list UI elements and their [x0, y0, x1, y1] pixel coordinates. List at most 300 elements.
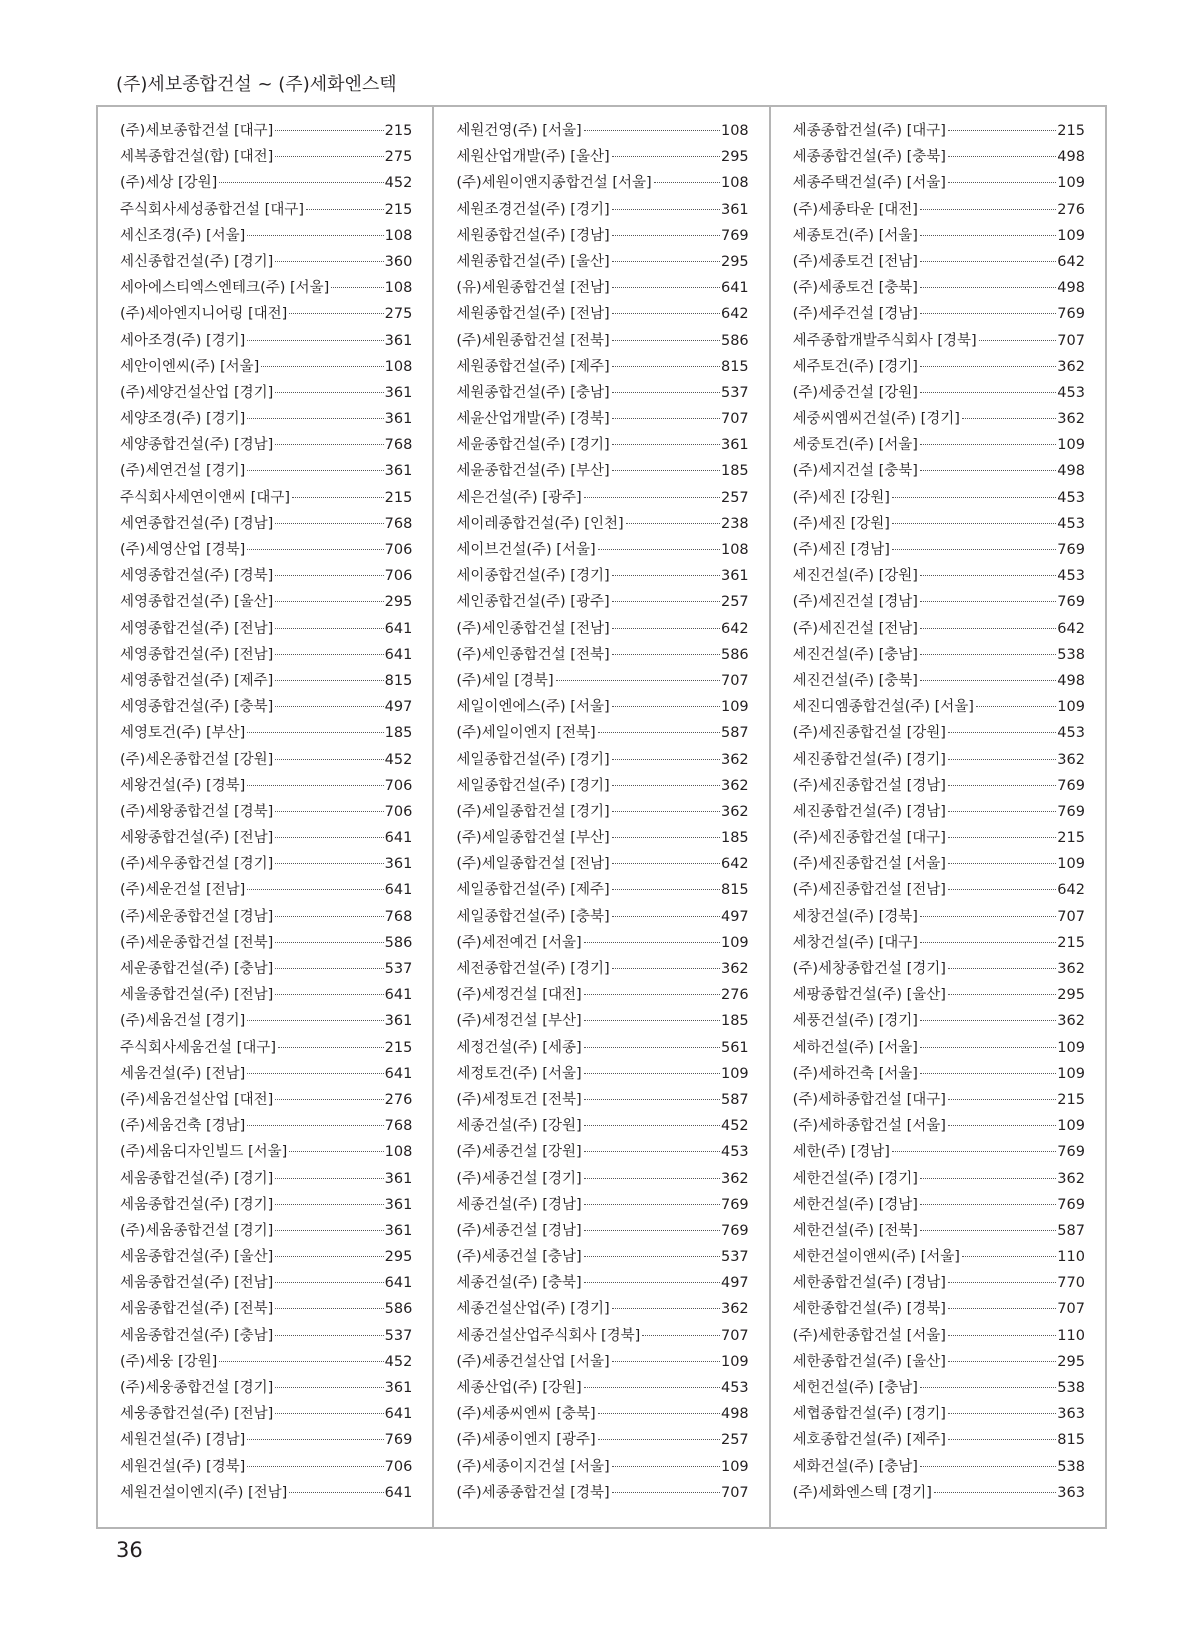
- index-entry: [120, 145, 412, 171]
- company-name: (주)세한종합건설 [서울]: [792, 1327, 946, 1344]
- page-reference: 295: [720, 253, 749, 270]
- index-entry: [456, 1009, 748, 1035]
- index-entry: [120, 433, 412, 459]
- dot-leader: [612, 392, 720, 393]
- index-entry: [120, 1193, 412, 1219]
- index-entry: [793, 1402, 1085, 1428]
- dot-leader: [920, 261, 1056, 262]
- index-entry: [120, 1088, 412, 1114]
- index-entry: [793, 983, 1085, 1009]
- page-reference: 109: [1057, 227, 1085, 244]
- dot-leader: [275, 1178, 383, 1179]
- dot-leader: [275, 628, 383, 629]
- index-entry: [456, 1036, 748, 1062]
- company-name: 세원산업개발(주) [울산]: [456, 149, 610, 166]
- page-reference: 769: [1057, 803, 1085, 820]
- dot-leader: [612, 863, 720, 864]
- company-name: 세원종합건설(주) [울산]: [456, 253, 610, 270]
- dot-leader: [612, 916, 720, 917]
- company-name: 세종건설(주) [경남]: [456, 1196, 582, 1213]
- dot-leader: [612, 470, 720, 471]
- company-name: (주)세일종합건설 [전남]: [456, 856, 610, 873]
- company-name: 세화건설(주) [충남]: [792, 1458, 918, 1475]
- company-name: 세종종합건설(주) [대구]: [792, 123, 946, 139]
- company-name: (주)세진 [강원]: [792, 515, 890, 532]
- index-entry: [456, 486, 748, 512]
- page-reference: 769: [1057, 594, 1085, 611]
- dot-leader: [948, 1125, 1056, 1126]
- index-entry: [793, 748, 1085, 774]
- company-name: 세원건설(주) [경북]: [120, 1458, 246, 1475]
- dot-leader: [219, 182, 383, 183]
- page-reference: 108: [384, 358, 413, 375]
- company-name: 세왕종합건설(주) [전남]: [120, 830, 274, 847]
- company-name: 세정건설(주) [세종]: [456, 1039, 582, 1056]
- page-reference: 498: [1057, 463, 1085, 480]
- index-entry: [120, 1455, 412, 1481]
- company-name: 세진건설(주) [충남]: [792, 646, 918, 663]
- page-reference: 537: [720, 384, 749, 401]
- dot-leader: [612, 706, 720, 707]
- page-reference: 706: [384, 542, 413, 558]
- page-reference: 453: [720, 1380, 749, 1396]
- company-name: (주)세상 [강원]: [120, 175, 218, 192]
- dot-leader: [612, 811, 720, 812]
- company-name: 세팡종합건설(주) [울산]: [792, 987, 946, 1004]
- company-name: (주)세정토건 [전북]: [456, 1091, 582, 1108]
- page-reference: 586: [720, 646, 749, 663]
- page-reference: 586: [720, 332, 749, 349]
- page-reference: 707: [720, 1484, 749, 1501]
- dot-leader: [584, 1073, 720, 1074]
- page-reference: 537: [720, 1249, 749, 1266]
- dot-leader: [275, 1387, 383, 1388]
- dot-leader: [275, 1413, 383, 1414]
- page-reference: 295: [384, 1249, 413, 1266]
- company-name: 세종산업(주) [강원]: [456, 1380, 582, 1396]
- index-entry: [120, 512, 412, 538]
- dot-leader: [275, 863, 383, 864]
- dot-leader: [275, 942, 383, 943]
- index-entry: [793, 1481, 1085, 1507]
- index-entry: [793, 486, 1085, 512]
- dot-leader: [892, 1151, 1056, 1152]
- page-reference: 362: [720, 1170, 749, 1187]
- index-entry: [120, 1271, 412, 1297]
- index-entry: [456, 1088, 748, 1114]
- index-entry: [456, 1114, 748, 1140]
- page-reference: 185: [720, 463, 749, 480]
- index-entry: [120, 852, 412, 878]
- company-name: 세일종합건설(주) [경기]: [456, 751, 610, 768]
- dot-leader: [892, 549, 1056, 550]
- company-name: (주)세움건축 [경남]: [120, 1118, 246, 1135]
- dot-leader: [962, 418, 1056, 419]
- page-reference: 361: [720, 201, 749, 218]
- index-entry: [120, 669, 412, 695]
- page-reference: 108: [384, 280, 413, 297]
- dot-leader: [278, 1047, 384, 1048]
- company-name: 세원종합건설(주) [경남]: [456, 227, 610, 244]
- index-entry: [793, 1140, 1085, 1166]
- dot-leader: [612, 313, 720, 314]
- page-reference: 497: [720, 1275, 749, 1292]
- index-entry: [793, 1114, 1085, 1140]
- page-reference: 362: [1057, 1170, 1085, 1187]
- dot-leader: [612, 759, 720, 760]
- page-reference: 769: [720, 227, 749, 244]
- company-name: (주)세일종합건설 [경기]: [456, 803, 610, 820]
- page-reference: 641: [384, 987, 413, 1004]
- index-entry: [456, 905, 748, 931]
- page-reference: 769: [720, 1196, 749, 1213]
- dot-leader: [948, 156, 1056, 157]
- company-name: (주)세진 [강원]: [792, 489, 890, 506]
- dot-leader: [584, 1151, 720, 1152]
- index-entry: [456, 459, 748, 485]
- company-name: (주)세인종합건설 [전북]: [456, 646, 610, 663]
- dot-leader: [247, 732, 383, 733]
- index-entry: [793, 1036, 1085, 1062]
- company-name: 세진건설(주) [강원]: [792, 568, 918, 585]
- index-entry: [793, 669, 1085, 695]
- dot-leader: [275, 1204, 383, 1205]
- page-reference: 538: [1057, 1458, 1085, 1475]
- dot-leader: [920, 444, 1056, 445]
- company-name: 세신종합건설(주) [경기]: [120, 253, 274, 270]
- page-reference: 453: [1057, 384, 1085, 401]
- index-entry: [793, 774, 1085, 800]
- dot-leader: [275, 1230, 383, 1231]
- index-entry: [793, 1245, 1085, 1271]
- dot-leader: [247, 1020, 383, 1021]
- index-entry: [793, 1324, 1085, 1350]
- page-reference: 109: [1057, 1039, 1085, 1056]
- dot-leader: [920, 1073, 1056, 1074]
- page-reference: 362: [720, 751, 749, 768]
- company-name: (주)세하종합건설 [대구]: [792, 1091, 946, 1108]
- page-reference: 362: [1057, 961, 1085, 977]
- page-reference: 361: [384, 1013, 413, 1030]
- dot-leader: [598, 1413, 720, 1414]
- index-entry: [793, 433, 1085, 459]
- page-reference: 768: [384, 1118, 413, 1135]
- company-name: 주식회사세움건설 [대구]: [120, 1039, 276, 1056]
- company-name: (유)세원종합건설 [전남]: [456, 280, 610, 297]
- page-reference: 641: [384, 620, 413, 637]
- page-reference: 707: [720, 672, 749, 689]
- dot-leader: [275, 1308, 383, 1309]
- page-reference: 108: [384, 227, 413, 244]
- index-entry: [793, 119, 1085, 145]
- page-reference: 586: [384, 1301, 413, 1318]
- index-entry: [793, 1088, 1085, 1114]
- company-name: 세원종합건설(주) [전남]: [456, 306, 610, 323]
- dot-leader: [642, 1335, 720, 1336]
- company-name: 세움종합건설(주) [경기]: [120, 1170, 274, 1187]
- dot-leader: [247, 1125, 383, 1126]
- page-reference: 642: [720, 856, 749, 873]
- dot-leader: [920, 654, 1056, 655]
- index-entry: [456, 721, 748, 747]
- index-entry: [456, 748, 748, 774]
- page-reference: 215: [1057, 830, 1085, 847]
- index-entry: [120, 1402, 412, 1428]
- company-name: 세종주택건설(주) [서울]: [792, 175, 946, 192]
- index-entry: [120, 1376, 412, 1402]
- page-reference: 108: [720, 542, 749, 558]
- company-name: 세종건설산업주식회사 [경북]: [456, 1327, 641, 1344]
- page-reference: 769: [720, 1222, 749, 1239]
- page-reference: 769: [384, 1432, 413, 1449]
- page-reference: 295: [720, 149, 749, 166]
- dot-leader: [275, 130, 383, 131]
- dot-leader: [584, 1047, 720, 1048]
- dot-leader: [976, 706, 1056, 707]
- page-reference: 815: [720, 358, 749, 375]
- index-entry: [793, 302, 1085, 328]
- company-name: (주)세정건설 [부산]: [456, 1013, 582, 1030]
- dot-leader: [247, 235, 383, 236]
- index-entry: [793, 905, 1085, 931]
- dot-leader: [584, 942, 720, 943]
- dot-leader: [920, 680, 1056, 681]
- dot-leader: [306, 209, 384, 210]
- index-entry: [456, 276, 748, 302]
- page-reference: 108: [384, 1144, 413, 1161]
- index-entry: [793, 878, 1085, 904]
- company-name: 세영종합건설(주) [전남]: [120, 646, 274, 663]
- page-reference: 769: [1057, 1196, 1085, 1213]
- dot-leader: [948, 1282, 1056, 1283]
- index-entry: [456, 878, 748, 904]
- company-name: (주)세정건설 [대전]: [456, 987, 582, 1004]
- index-entry: [456, 1481, 748, 1507]
- index-entry: [793, 957, 1085, 983]
- index-entry: [456, 1402, 748, 1428]
- company-name: 세창건설(주) [경북]: [792, 908, 918, 925]
- page-reference: 642: [1057, 253, 1085, 270]
- index-entry: [456, 224, 748, 250]
- page-reference: 768: [384, 515, 413, 532]
- company-name: (주)세웅종합건설 [경기]: [120, 1380, 274, 1396]
- page-reference: 363: [1057, 1406, 1085, 1423]
- index-entry: [456, 1193, 748, 1219]
- page-reference: 215: [1057, 1091, 1085, 1108]
- company-name: 주식회사세성종합건설 [대구]: [120, 201, 305, 218]
- dot-leader: [920, 942, 1056, 943]
- index-entry: [456, 355, 748, 381]
- dot-leader: [289, 313, 383, 314]
- dot-leader: [948, 1439, 1056, 1440]
- page-reference: 361: [720, 437, 749, 454]
- page-reference: 110: [1057, 1249, 1085, 1266]
- dot-leader: [247, 470, 383, 471]
- dot-leader: [598, 1439, 720, 1440]
- company-name: 세이브건설(주) [서울]: [456, 542, 596, 558]
- dot-leader: [275, 523, 383, 524]
- page-reference: 452: [384, 1353, 413, 1370]
- dot-leader: [275, 156, 383, 157]
- company-name: 세풍건설(주) [경기]: [792, 1013, 918, 1030]
- company-name: 세한종합건설(주) [경북]: [792, 1301, 946, 1318]
- dot-leader: [584, 994, 720, 995]
- index-entry: [120, 1324, 412, 1350]
- index-entry: [456, 852, 748, 878]
- page-reference: 770: [1057, 1275, 1085, 1292]
- index-entry: [793, 145, 1085, 171]
- page-reference: 215: [1057, 934, 1085, 951]
- page-reference: 769: [1057, 777, 1085, 794]
- page-reference: 452: [384, 175, 413, 192]
- company-name: (주)세움종합건설 [경기]: [120, 1222, 274, 1239]
- company-name: 세중토건(주) [서울]: [792, 437, 918, 454]
- page-reference: 537: [384, 961, 413, 977]
- index-entry: [120, 1140, 412, 1166]
- index-entry: [456, 119, 748, 145]
- index-entry: [456, 617, 748, 643]
- page-reference: 815: [384, 672, 413, 689]
- index-entry: [120, 538, 412, 564]
- page-reference: 641: [384, 1065, 413, 1082]
- index-entry: [456, 1245, 748, 1271]
- dot-leader: [626, 523, 720, 524]
- index-entry: [120, 1167, 412, 1193]
- index-entry: [793, 1167, 1085, 1193]
- page-reference: 642: [1057, 620, 1085, 637]
- dot-leader: [584, 1020, 720, 1021]
- dot-leader: [584, 130, 720, 131]
- company-name: 세하건설(주) [서울]: [792, 1039, 918, 1056]
- page-reference: 257: [720, 1432, 749, 1449]
- company-name: (주)세일종합건설 [부산]: [456, 830, 610, 847]
- index-entry: [793, 1428, 1085, 1454]
- index-entry: [120, 1062, 412, 1088]
- page-reference: 641: [384, 1275, 413, 1292]
- dot-leader: [920, 366, 1056, 367]
- index-entry: [120, 905, 412, 931]
- dot-leader: [584, 1230, 720, 1231]
- index-entry: [456, 198, 748, 224]
- index-entry: [793, 617, 1085, 643]
- company-name: 세종건설(주) [충북]: [456, 1275, 582, 1292]
- index-entry: [456, 512, 748, 538]
- company-name: 세원종합건설(주) [제주]: [456, 358, 610, 375]
- index-entry: [120, 957, 412, 983]
- company-name: 세정토건(주) [서울]: [456, 1065, 582, 1082]
- dot-leader: [892, 497, 1056, 498]
- page-reference: 642: [720, 306, 749, 323]
- company-name: (주)세화엔스텍 [경기]: [792, 1484, 932, 1501]
- index-entry: [793, 1297, 1085, 1323]
- company-name: 세영종합건설(주) [울산]: [120, 594, 274, 611]
- dot-leader: [612, 1492, 720, 1493]
- page-reference: 361: [384, 1196, 413, 1213]
- dot-leader: [920, 916, 1056, 917]
- dot-leader: [948, 130, 1056, 131]
- index-entry: [120, 171, 412, 197]
- index-entry: [793, 224, 1085, 250]
- index-entry: [456, 983, 748, 1009]
- company-name: 세영토건(주) [부산]: [120, 725, 246, 742]
- page-reference: 109: [1057, 1118, 1085, 1135]
- company-name: 세일종합건설(주) [충북]: [456, 908, 610, 925]
- index-entry: [120, 1428, 412, 1454]
- dot-leader: [612, 418, 720, 419]
- company-name: (주)세온종합건설 [강원]: [120, 751, 274, 768]
- index-entry: [793, 1455, 1085, 1481]
- dot-leader: [612, 340, 720, 341]
- page-reference: 362: [720, 1301, 749, 1318]
- page-reference: 362: [720, 803, 749, 820]
- index-entry: [120, 1350, 412, 1376]
- index-entry: [120, 774, 412, 800]
- page-reference: 108: [720, 175, 749, 192]
- company-name: 세진디엠종합건설(주) [서울]: [792, 699, 974, 716]
- index-entry: [120, 1219, 412, 1245]
- page-reference: 276: [1057, 201, 1085, 218]
- dot-leader: [556, 680, 720, 681]
- dot-leader: [612, 1361, 720, 1362]
- index-entry: [120, 590, 412, 616]
- index-entry: [793, 852, 1085, 878]
- index-entry: [793, 1271, 1085, 1297]
- page-reference: 109: [720, 1353, 749, 1370]
- page-reference: 453: [720, 1144, 749, 1161]
- page-reference: 295: [1057, 1353, 1085, 1370]
- index-entry: [120, 302, 412, 328]
- index-entry: [456, 1219, 748, 1245]
- dot-leader: [612, 366, 720, 367]
- page-reference: 706: [384, 803, 413, 820]
- page-reference: 215: [384, 1039, 413, 1056]
- page-reference: 362: [1057, 411, 1085, 428]
- company-name: 세헌건설(주) [충남]: [792, 1380, 918, 1396]
- page-reference: 497: [720, 908, 749, 925]
- dot-leader: [275, 811, 383, 812]
- dot-leader: [948, 785, 1056, 786]
- company-name: (주)세종이엔지 [광주]: [456, 1432, 596, 1449]
- dot-leader: [247, 340, 383, 341]
- company-name: 세한건설이앤씨(주) [서울]: [792, 1249, 960, 1266]
- index-entry: [456, 407, 748, 433]
- dot-leader: [292, 497, 384, 498]
- index-entry: [456, 1140, 748, 1166]
- page-reference: 185: [720, 830, 749, 847]
- company-name: (주)세보종합건설 [대구]: [120, 123, 274, 139]
- company-name: 세종종합건설(주) [충북]: [792, 149, 946, 166]
- page-reference: 276: [720, 987, 749, 1004]
- company-name: (주)세하건축 [서울]: [792, 1065, 918, 1082]
- company-name: (주)세원이앤지종합건설 [서울]: [456, 175, 652, 192]
- index-entry: [793, 721, 1085, 747]
- company-name: (주)세원종합건설 [전북]: [456, 332, 610, 349]
- company-name: (주)세종토건 [전남]: [792, 253, 918, 270]
- page-reference: 275: [384, 149, 413, 166]
- company-name: 세진건설(주) [충북]: [792, 672, 918, 689]
- index-entry: [120, 486, 412, 512]
- dot-leader: [584, 1204, 720, 1205]
- page-reference: 641: [384, 1406, 413, 1423]
- company-name: 세이레종합건설(주) [인천]: [456, 515, 624, 532]
- dot-leader: [948, 837, 1056, 838]
- page-reference: 257: [720, 594, 749, 611]
- dot-leader: [920, 628, 1056, 629]
- index-entry: [793, 171, 1085, 197]
- company-name: 세원건설(주) [경남]: [120, 1432, 246, 1449]
- page-reference: 707: [720, 1327, 749, 1344]
- company-name: 세영종합건설(주) [경북]: [120, 568, 274, 585]
